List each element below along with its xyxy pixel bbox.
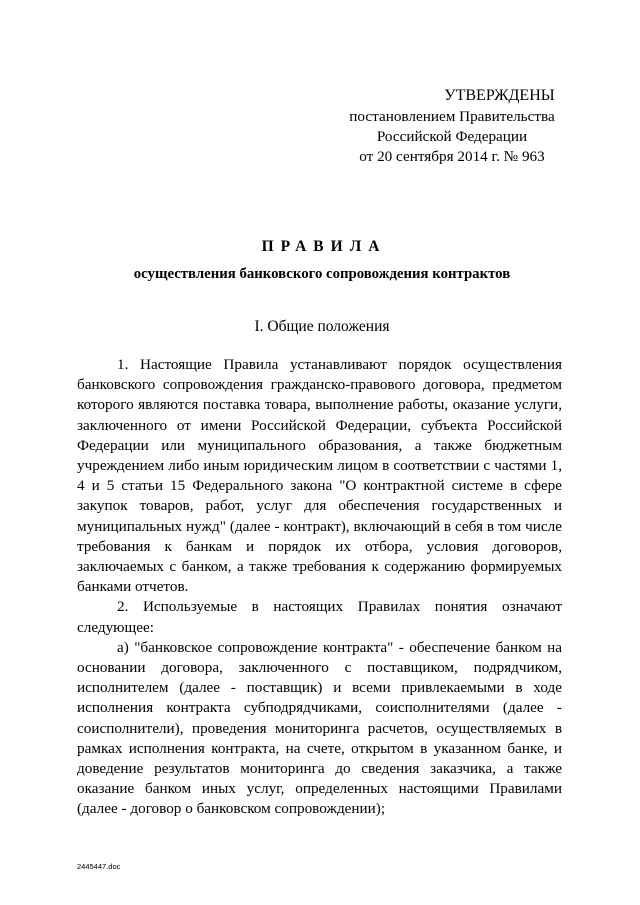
file-name-footer: 2445447.doc xyxy=(77,862,121,871)
document-title: ПРАВИЛА xyxy=(261,238,387,255)
section-title: I. Общие положения xyxy=(254,318,390,335)
approval-line-3: от 20 сентября 2014 г. № 963 xyxy=(359,148,545,165)
approval-stamp xyxy=(300,86,604,167)
document-subtitle: осуществления банковского сопровождения контрактов xyxy=(133,266,511,282)
approval-heading: УТВЕРЖДЕНЫ xyxy=(444,87,555,104)
document-body xyxy=(77,355,562,820)
document-title-block xyxy=(0,238,640,283)
approval-line-1: постановлением Правительства xyxy=(349,108,555,125)
paragraph-1: 1. Настоящие Правила устанавливают порядок осуществления банковского сопровождения гражданско-правового договора, предметом которого являются поставка товара, выполнение работы, оказание услуги, заключенного от имени Российской Федерации, субъекта Российской Федерации или муниципального образования, а также бюджетным учреждением либо иным юридическим лицом в соответствии с частями 1, 4 и 5 статьи 15 Федерального закона "О контрактной системе в сфере закупок товаров, работ, услуг для обеспечения государственных и муниципальных нужд" (далее - контракт), включающий в себя в том числе требования к банкам и порядок их отбора, условия договоров, заключаемых с банком, а также требования к содержанию формируемых банками отчетов. xyxy=(77,356,562,596)
paragraph-2a: а) "банковское сопровождение контракта" - обеспечение банком на основании договора, заключенного с поставщиком, подрядчиком, исполнителем (далее - поставщик) и всеми привлекаемыми в ходе исполнения контракта субподрядчиками, соисполнителями (далее - соисполнители), проведения мониторинга расчетов, осуществляемых в рамках исполнения контракта, на счете, открытом в указанном банке, и доведение результатов мониторинга до сведения заказчика, а также оказание банком иных услуг, определенных настоящими Правилами (далее - договор о банковском сопровождении); xyxy=(77,638,562,818)
paragraph-2: 2. Используемые в настоящих Правилах понятия означают следующее: xyxy=(77,598,562,636)
approval-line-2: Российской Федерации xyxy=(376,128,528,145)
